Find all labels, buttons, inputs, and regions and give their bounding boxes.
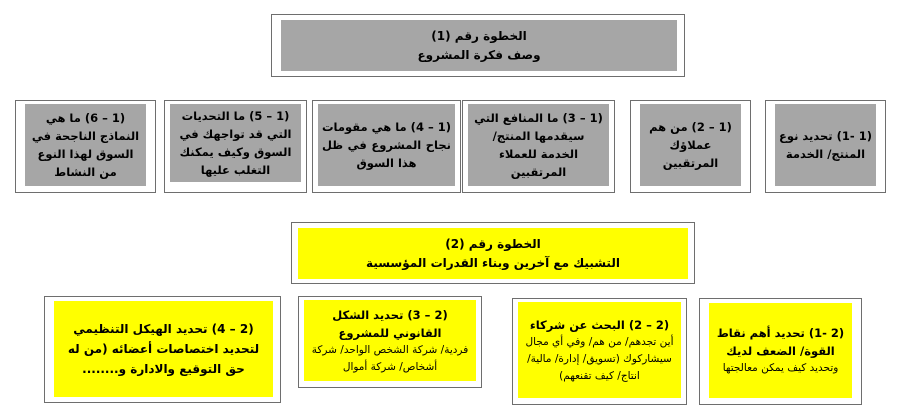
step1-box-1-label: (1 -1) تحديد نوع المنتج/ الخدمة (779, 129, 872, 161)
step1-box-6 (25, 104, 146, 186)
step2-box-3-detail: فردية/ شركة الشخص الواحد/ شركة أشخاص/ شركة أموال (311, 343, 469, 373)
step2-box-3 (304, 300, 476, 381)
step1-box-5 (170, 104, 301, 182)
step1-box-1 (775, 104, 876, 186)
step1-subtitle: وصف فكرة المشروع (417, 47, 541, 62)
step2-box-2 (518, 302, 681, 398)
step1-header (281, 20, 677, 71)
step1-box-3-label: (1 – 3) ما المنافع التي سيقدمها المنتج/ الخدمة للعملاء المرتقبين (474, 111, 603, 179)
step1-box-2-label: (1 – 2) من هم عملاؤك المرتقبين (649, 120, 732, 170)
step2-subtitle: التشبيك مع آخرين وبناء القدرات المؤسسية (366, 255, 620, 270)
step1-box-4-label: (1 – 4) ما هي مقومات نجاح المشروع في ظل هذا السوق (322, 120, 451, 170)
step1-title: الخطوة رقم (1) (431, 28, 527, 43)
step2-title: الخطوة رقم (2) (445, 236, 541, 251)
step2-box-3-title: (2 – 3) تحديد الشكل القانوني للمشروع (332, 307, 448, 340)
step1-box-5-label: (1 – 5) ما التحديات التي قد تواجهك في السوق وكيف يمكنك التغلب عليها (179, 109, 292, 177)
step2-box-1-title: (2 -1) تحديد أهم نقاط القوة/ الضعف لديك (716, 326, 845, 358)
step2-box-1-detail: وتحديد كيف يمكن معالجتها (722, 362, 839, 374)
step2-box-4 (54, 301, 273, 397)
step2-header (298, 228, 688, 279)
step1-box-2 (640, 104, 741, 186)
step2-box-2-detail: أين تجدهم/ من هم/ وفي أي مجال سيشاركوك (تسويق/ إدارة/ مالية/ انتاج/ كيف تقنعهم) (525, 335, 674, 382)
step2-box-1 (709, 303, 852, 398)
step2-box-4-title: (2 – 4) تحديد الهيكل التنظيمي لتحديد اختصاصات أعضائه (من له حق التوقيع والادارة و........ (67, 322, 260, 376)
step1-box-3 (468, 104, 609, 186)
step1-box-6-label: (1 – 6) ما هي النماذج الناجحة في السوق لهذا النوع من النشاط (31, 111, 140, 179)
step1-box-4 (318, 104, 455, 186)
step2-box-2-title: (2 – 2) البحث عن شركاء (529, 317, 670, 332)
